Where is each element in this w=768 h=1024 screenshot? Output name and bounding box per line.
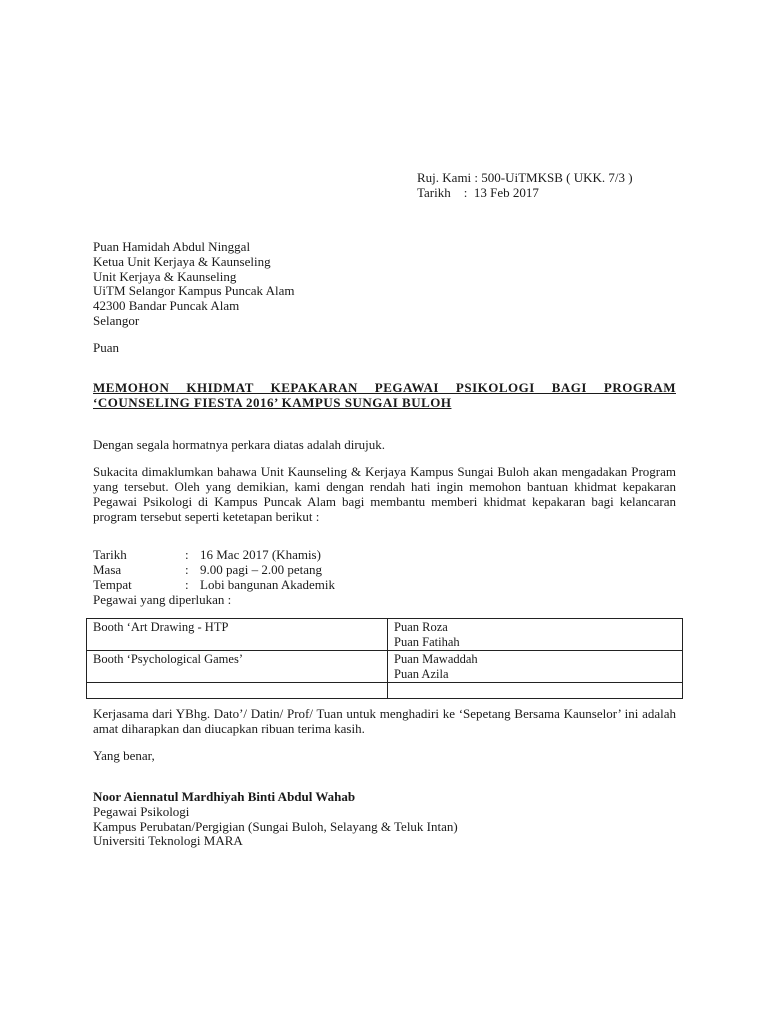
booth-staff (388, 651, 683, 683)
staff-name: Puan Azila (394, 666, 449, 681)
detail-sep: : (185, 576, 189, 592)
detail-sep: : (185, 561, 189, 577)
recipient-unit: Unit Kerjaya & Kaunseling (93, 268, 237, 284)
booth-name: Booth ‘Art Drawing - HTP (87, 619, 388, 651)
booth-name: Booth ‘Psychological Games’ (87, 651, 388, 683)
recipient-name: Puan Hamidah Abdul Ninggal (93, 239, 251, 254)
detail-value: Lobi bangunan Akademik (200, 576, 336, 592)
booth-table (86, 618, 683, 699)
detail-key: Tempat (93, 576, 132, 592)
salutation: Puan (93, 340, 119, 355)
table-row (87, 651, 683, 683)
table-row (87, 683, 683, 699)
detail-sep: : (185, 547, 189, 562)
letter-date: Tarikh : 13 Feb 2017 (417, 185, 539, 200)
closing-phrase: Yang benar, (93, 748, 155, 763)
recipient-postcode: 42300 Bandar Puncak Alam (93, 298, 240, 314)
booth-staff (388, 683, 683, 699)
detail-row-venue (93, 578, 335, 593)
staff-name: Puan Roza (394, 620, 448, 634)
recipient-state: Selangor (93, 312, 140, 328)
signatory-campus: Kampus Perubatan/Pergigian (Sungai Buloh, Selayang & Teluk Intan) (93, 818, 458, 834)
opening-paragraph: Dengan segala hormatnya perkara diatas adalah dirujuk. (93, 437, 386, 452)
reference-block (417, 170, 633, 200)
booth-staff (388, 619, 683, 651)
detail-row-time (93, 563, 335, 578)
signatory-university: Universiti Teknologi MARA (93, 833, 243, 849)
body-paragraph: Sukacita dimaklumkan bahawa Unit Kaunseling & Kerjaya Kampus Sungai Buloh akan mengadakan Program yang tersebut. Oleh yang demikian, kami dengan rendah hati ingin memohon bantuan khidmat kepakaran Pegawai Psikologi di Kampus Puncak Alam bagi membantu memberi khidmat kepakaran bagi kelancaran program tersebut seperti ketetapan berikut : (93, 464, 676, 524)
required-staff-label: Pegawai yang diperlukan : (93, 592, 232, 607)
detail-row-date (93, 548, 335, 563)
booth-name (87, 683, 388, 699)
detail-key: Masa (93, 561, 122, 577)
signature-block (93, 790, 458, 849)
table-row (87, 619, 683, 651)
signatory-name: Noor Aiennatul Mardhiyah Binti Abdul Wahab (93, 789, 356, 804)
recipient-campus: UiTM Selangor Kampus Puncak Alam (93, 283, 295, 299)
program-details (93, 548, 335, 592)
detail-value: 9.00 pagi – 2.00 petang (200, 561, 323, 577)
closing-paragraph: Kerjasama dari YBhg. Dato’/ Datin/ Prof/ Tuan untuk menghadiri ke ‘Sepetang Bersama Kaunselor’ ini adalah amat diharapkan dan diucapkan ribuan terima kasih. (93, 706, 676, 736)
letter-subject: MEMOHON KHIDMAT KEPAKARAN PEGAWAI PSIKOLOGI BAGI PROGRAM ‘COUNSELING FIESTA 2016’ KAMPUS SUNGAI BULOH (93, 380, 676, 410)
staff-name: Puan Mawaddah (394, 652, 478, 666)
recipient-address (93, 240, 294, 329)
signatory-title: Pegawai Psikologi (93, 803, 190, 819)
detail-value: 16 Mac 2017 (Khamis) (200, 547, 321, 562)
reference-number: Ruj. Kami : 500-UiTMKSB ( UKK. 7/3 ) (417, 170, 633, 185)
recipient-position: Ketua Unit Kerjaya & Kaunseling (93, 253, 271, 269)
staff-name: Puan Fatihah (394, 634, 460, 649)
detail-key: Tarikh (93, 547, 127, 562)
